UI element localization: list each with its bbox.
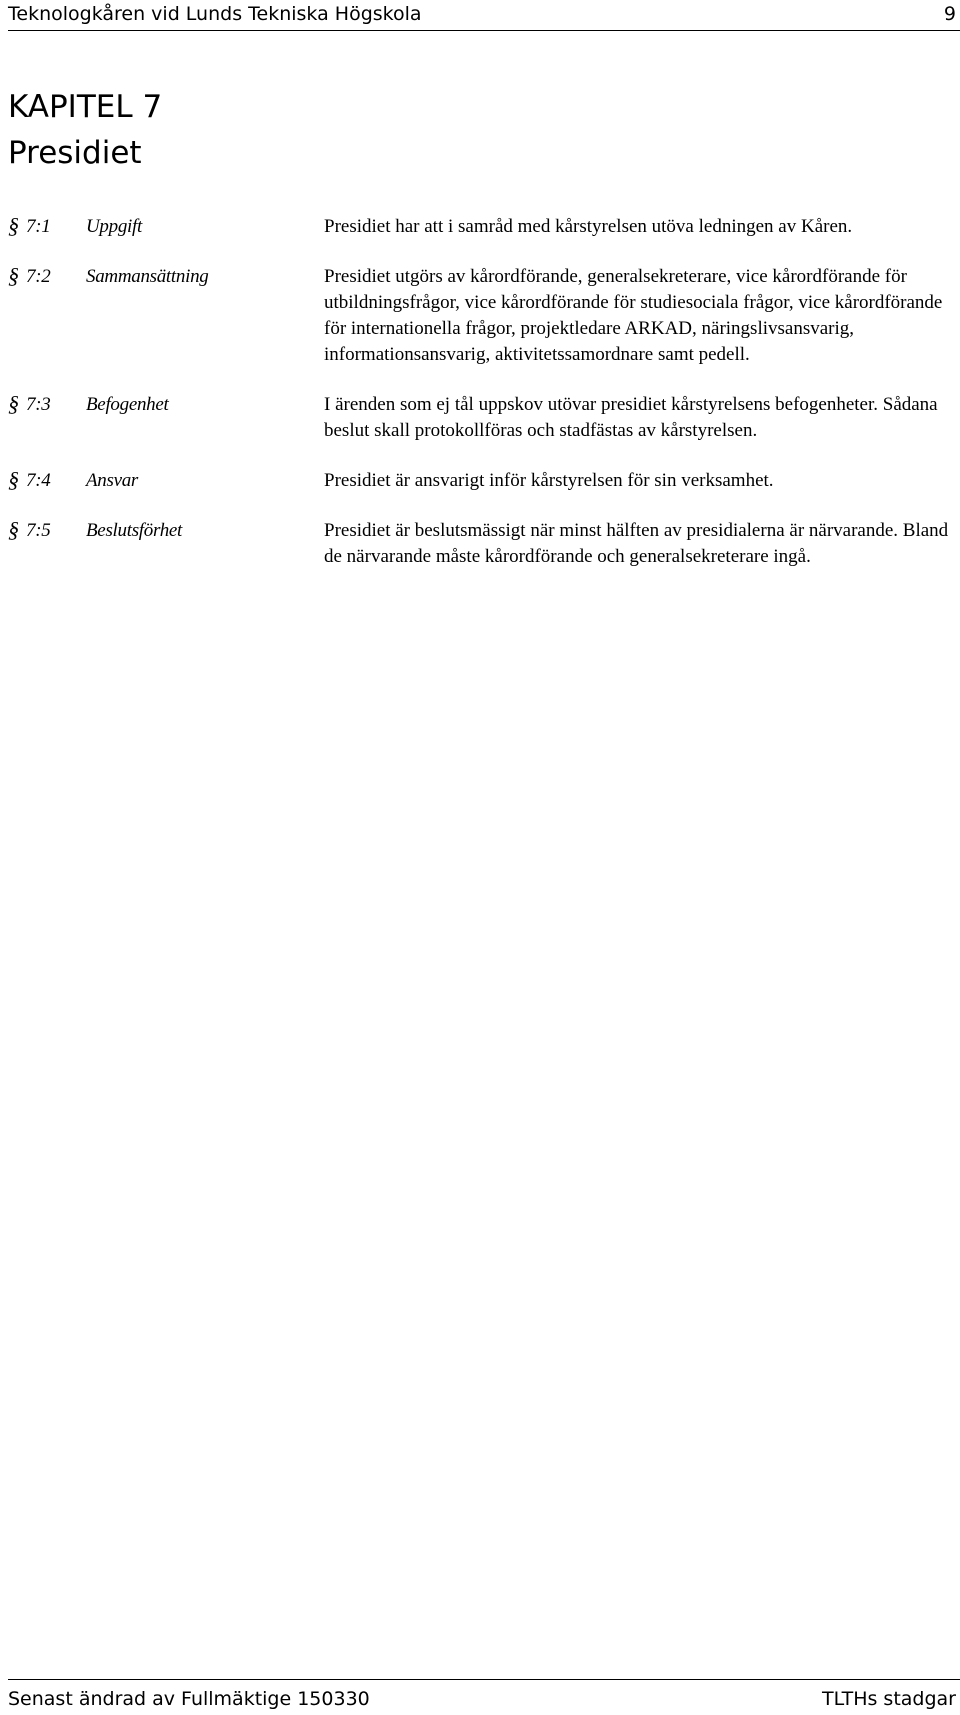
section-number: 7:4 xyxy=(26,470,51,491)
section-title: Beslutsförhet xyxy=(86,520,183,541)
section-text: Presidiet är beslutsmässigt när minst hälften av presidialerna är närvarande. Bland de närvarande måste kårordförande och generalsekreterare ingå. xyxy=(324,520,949,567)
section-text: I ärenden som ej tål uppskov utövar presidiet kårstyrelsens befogenheter. Sådana beslut skall protokollföras och stadfästas av kårstyrelsen. xyxy=(324,394,938,441)
chapter-heading xyxy=(8,84,162,176)
section-list xyxy=(8,214,960,594)
section-7-5 xyxy=(8,518,960,570)
section-7-2 xyxy=(8,264,960,368)
section-title: Uppgift xyxy=(86,216,142,237)
section-symbol: § xyxy=(8,467,19,492)
section-text: Presidiet är ansvarigt inför kårstyrelsen för sin verksamhet. xyxy=(324,470,774,491)
section-7-3 xyxy=(8,392,960,444)
section-number: 7:2 xyxy=(26,266,51,287)
section-7-4 xyxy=(8,468,960,494)
header-organization: Teknologkåren vid Lunds Tekniska Högskola xyxy=(8,3,422,25)
section-text: Presidiet har att i samråd med kårstyrelsen utöva ledningen av Kåren. xyxy=(324,216,853,237)
footer-document-name: TLTHs stadgar xyxy=(822,1688,956,1710)
chapter-title: Presidiet xyxy=(8,135,142,171)
page-footer xyxy=(8,1679,960,1715)
section-title: Sammansättning xyxy=(86,266,209,287)
section-symbol: § xyxy=(8,263,19,288)
section-number: 7:3 xyxy=(26,394,51,415)
footer-last-changed: Senast ändrad av Fullmäktige 150330 xyxy=(8,1688,370,1710)
section-symbol: § xyxy=(8,391,19,416)
section-symbol: § xyxy=(8,213,19,238)
section-7-1 xyxy=(8,214,960,240)
page-header xyxy=(8,0,960,31)
section-title: Befogenhet xyxy=(86,394,169,415)
section-symbol: § xyxy=(8,517,19,542)
section-number: 7:1 xyxy=(26,216,51,237)
chapter-label: KAPITEL 7 xyxy=(8,89,163,125)
section-text: Presidiet utgörs av kårordförande, generalsekreterare, vice kårordförande för utbildningsfrågor, vice kårordförande för studiesociala frågor, vice kårordförande för internationella frågor, projektledare ARKAD, näringslivsansvarig, informationsansvarig, aktivitetssamordnare samt pedell. xyxy=(324,266,943,365)
header-page-number: 9 xyxy=(943,3,956,25)
section-number: 7:5 xyxy=(26,520,51,541)
section-title: Ansvar xyxy=(86,470,139,491)
